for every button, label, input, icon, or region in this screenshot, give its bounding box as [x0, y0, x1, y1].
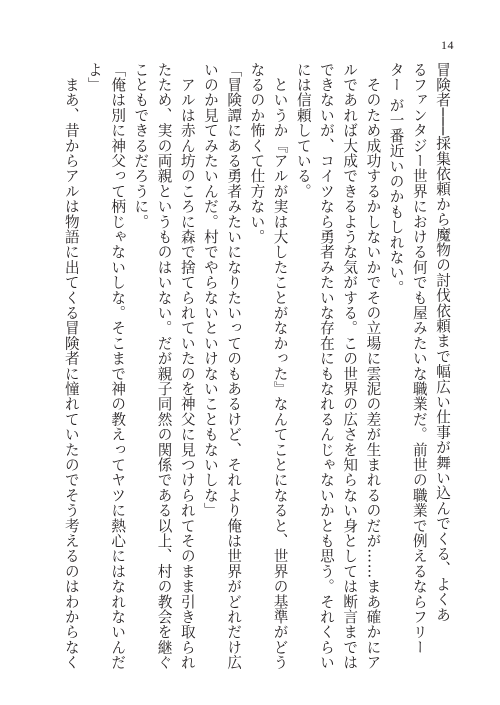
text-line: なるのか怖くて仕方ない。 [248, 62, 266, 245]
text-line: るファンタジー世界における何でも屋みたいな職業だ。前世の職業で例えるならフリー [410, 62, 428, 655]
text-line: ルであれば大成できるような気がする。この世界の広さを知らない身としては断言までは [341, 62, 359, 670]
vertical-text-body [34, 62, 454, 672]
text-line: まあ、昔からアルは物語に出てくる冒険者に憧れていたのでそう考えるのはわからなく [62, 62, 80, 670]
text-line: いのか見てみたいんだ。村でやらないといけないこともないしな」 [201, 62, 219, 518]
text-line: には信頼している。 [294, 62, 312, 199]
text-line: そのため成功するかしないかでその立場に雲泥の差が生まれるのだが……まあ確かにア [364, 62, 382, 670]
text-line: 「冒険譚にある勇者みたいになりたいってのもあるけど、それより俺は世界がどれだけ広 [225, 62, 243, 670]
text-line: アルは赤ん坊のころに森で捨てられていたのを神父に見つけられてそのまま引き取られ [178, 62, 196, 670]
text-line: 「俺は別に神父って柄じゃないしな。そこまで神の教えってヤツに熱心にはなれないんだ [109, 62, 127, 670]
text-line: というか『アルが実は大したことがなかった』なんてことになると、世界の基準がどう [271, 62, 289, 670]
page-number: 14 [441, 38, 454, 52]
text-line: 冒険者───採集依頼から魔物の討伐依頼まで幅広い仕事が舞い込んでくる、よくあ [434, 62, 451, 623]
text-line: ター が一番近いのかもしれない。 [387, 62, 405, 296]
text-line: たため、実の両親というものはいない。だが親子同然の関係である以上、村の教会を継ぐ [155, 62, 173, 670]
text-line: こともできるだろうに。 [132, 62, 150, 230]
text-line: できないが、コイツなら勇者みたいな存在にもなれるんじゃないかとも思う。それくらい [317, 62, 335, 670]
text-line: よ」 [85, 62, 103, 93]
